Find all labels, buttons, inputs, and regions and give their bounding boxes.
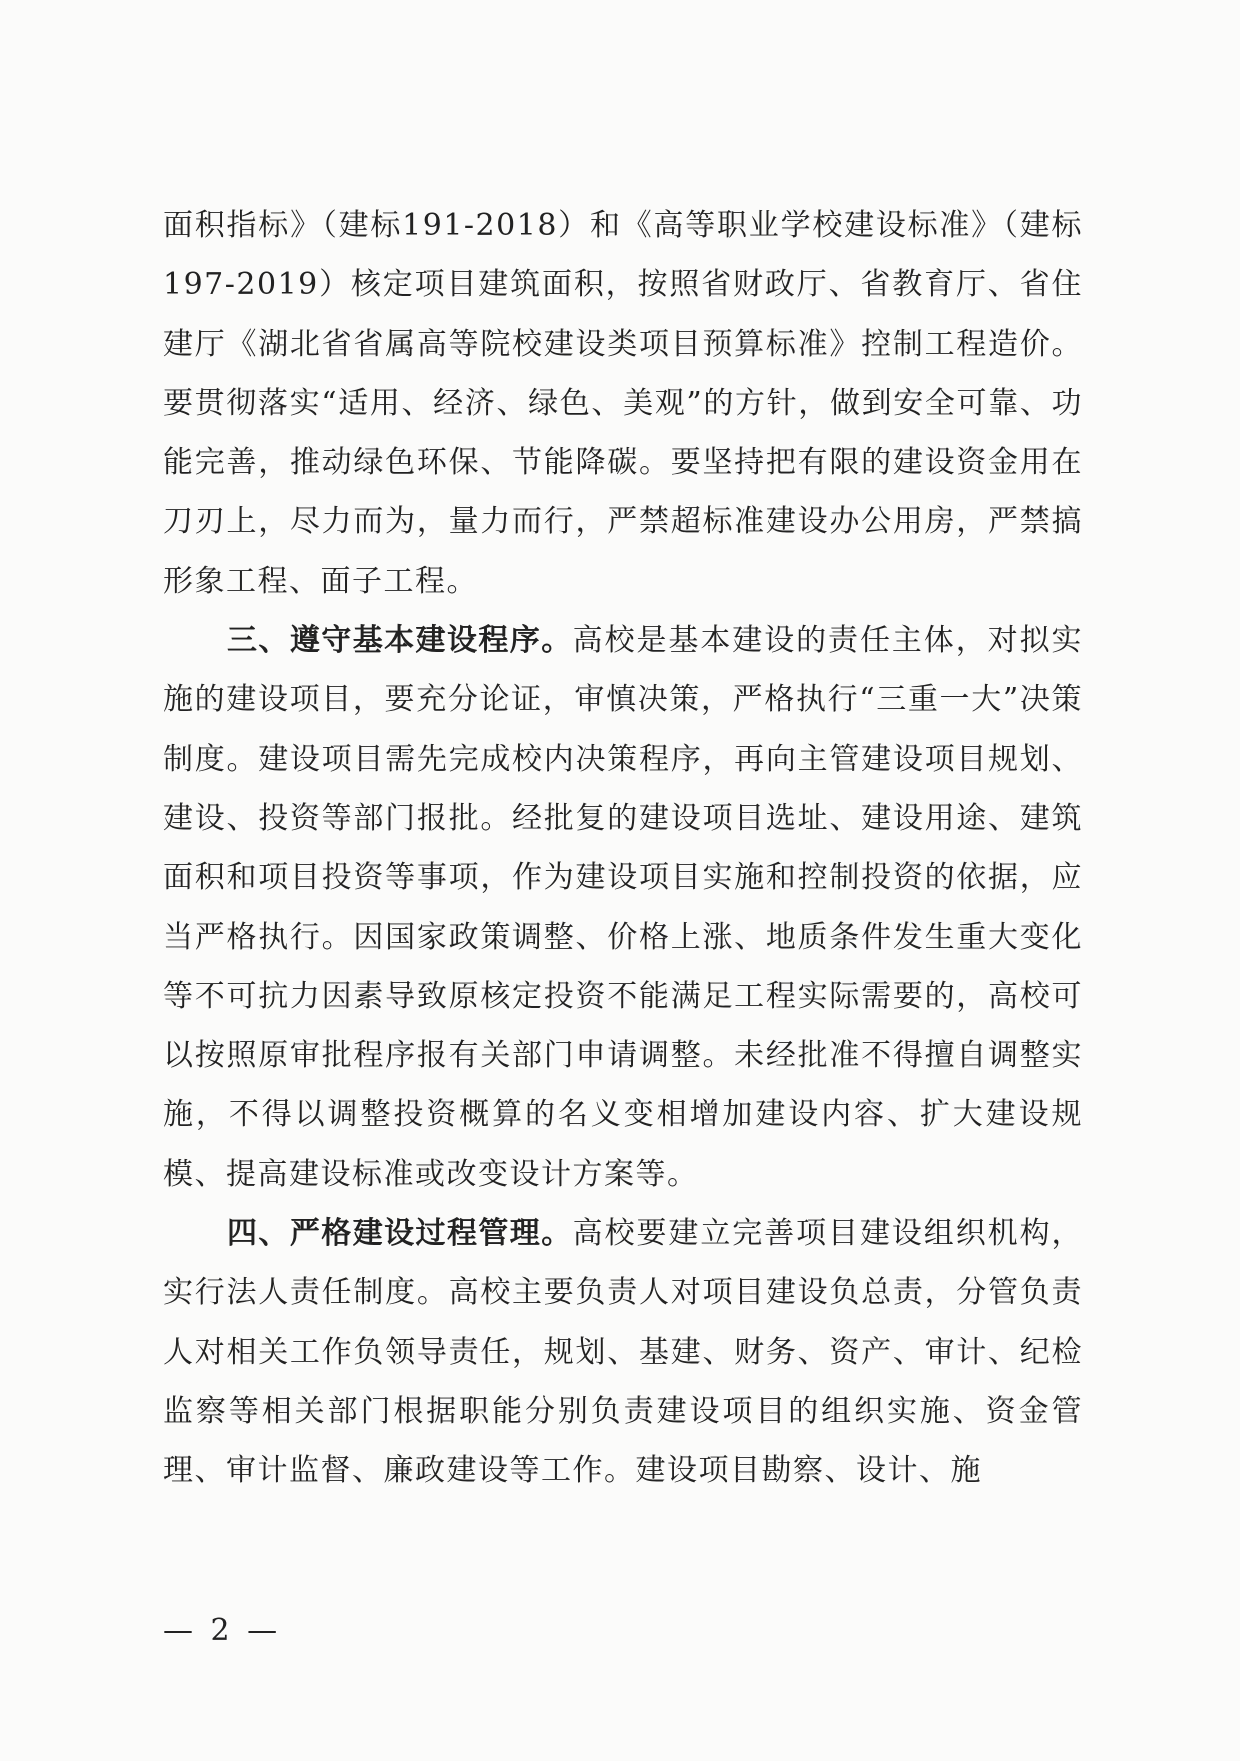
paragraph-text: 高校要建立完善项目建设组织机构，实行法人责任制度。高校主要负责人对项目建设负总责，分管负责人对相关工作负领导责任，规划、基建、财务、资产、审计、纪检监察等相关部门根据职能分别负责建设项目的组织实施、资金管理、审计监督、廉政建设等工作。建设项目勘察、设计、施 <box>163 1216 1084 1489</box>
paragraph-continuation <box>163 196 1083 611</box>
paragraph-text: 面积指标》（建标191-2018）和《高等职业学校建设标准》（建标197-2019）核定项目建筑面积，按照省财政厅、省教育厅、省住建厅《湖北省省属高等院校建设类项目预算标准》控制工程造价。要贯彻落实“适用、经济、绿色、美观”的方针，做到安全可靠、功能完善，推动绿色环保、节能降碳。要坚持把有限的建设资金用在刀刃上，尽力而为，量力而行，严禁超标准建设办公用房，严禁搞形象工程、面子工程。 <box>163 208 1083 599</box>
page-number: — 2 — <box>163 1613 282 1648</box>
paragraph-section-three <box>163 611 1083 1204</box>
section-heading-three: 三、遵守基本建设程序。 <box>227 623 573 659</box>
paragraph-text: 高校是基本建设的责任主体，对拟实施的建设项目，要充分论证，审慎决策，严格执行“三重一大”决策制度。建设项目需先完成校内决策程序，再向主管建设项目规划、建设、投资等部门报批。经批复的建设项目选址、建设用途、建筑面积和项目投资等事项，作为建设项目实施和控制投资的依据，应当严格执行。因国家政策调整、价格上涨、地质条件发生重大变化等不可抗力因素导致原核定投资不能满足工程实际需要的，高校可以按照原审批程序报有关部门申请调整。未经批准不得擅自调整实施，不得以调整投资概算的名义变相增加建设内容、扩大建设规模、提高建设标准或改变设计方案等。 <box>163 623 1084 1192</box>
section-heading-four: 四、严格建设过程管理。 <box>227 1216 573 1252</box>
document-body <box>163 196 1083 1501</box>
paragraph-section-four <box>163 1204 1083 1500</box>
